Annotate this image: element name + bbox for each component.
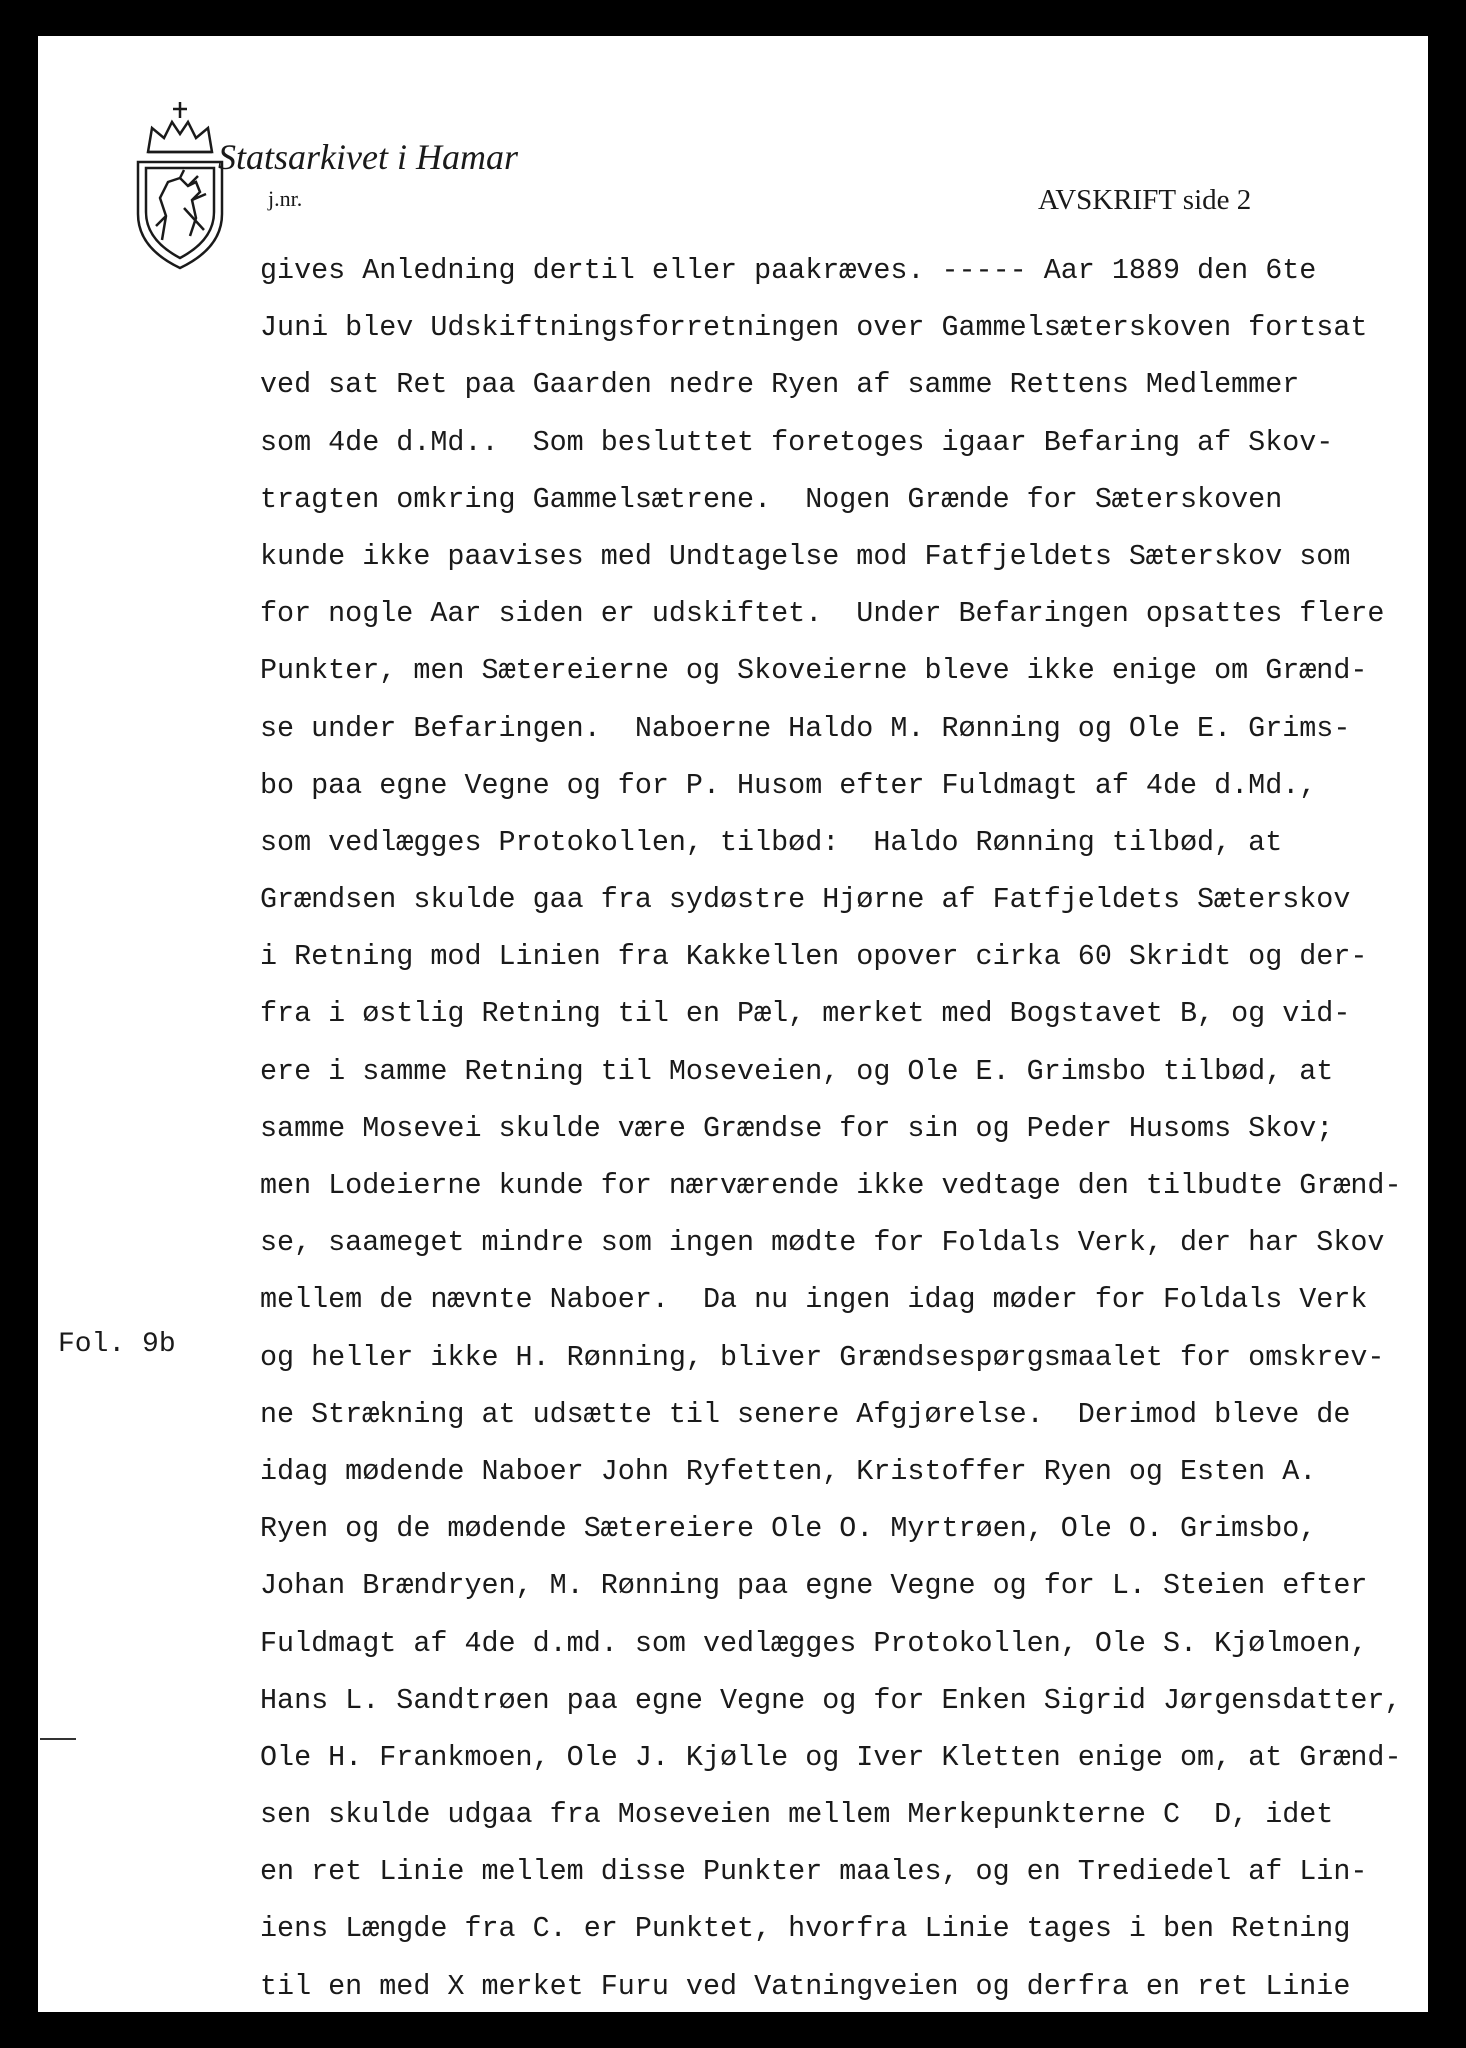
text-line: ere i samme Retning til Moseveien, og Ole E. Grimsbo tilbød, at [260, 1054, 1334, 1088]
text-line: Hans L. Sandtrøen paa egne Vegne og for Enken Sigrid Jørgensdatter, [260, 1683, 1402, 1717]
text-line: se, saameget mindre som ingen mødte for Foldals Verk, der har Skov [260, 1226, 1385, 1260]
text-line: sen skulde udgaa fra Moseveien mellem Merkepunkterne C D, idet [260, 1798, 1334, 1832]
text-line: bo paa egne Vegne og for P. Husom efter Fuldmagt af 4de d.Md., [260, 768, 1317, 802]
text-line: i Retning mod Linien fra Kakkellen opover cirka 60 Skridt og der- [260, 940, 1368, 974]
coat-of-arms-lion-icon [126, 98, 234, 270]
text-line: og heller ikke H. Rønning, bliver Grændsespørgsmaalet for omskrev- [260, 1340, 1385, 1374]
margin-dash [40, 1738, 76, 1740]
text-line: tragten omkring Gammelsætrene. Nogen Grænde for Sæterskoven [260, 482, 1283, 516]
text-line: Ole H. Frankmoen, Ole J. Kjølle og Iver Kletten enige om, at Grænd- [260, 1740, 1402, 1774]
text-line: ved sat Ret paa Gaarden nedre Ryen af samme Rettens Medlemmer [260, 368, 1300, 402]
text-line: idag mødende Naboer John Ryfetten, Kristoffer Ryen og Esten A. [260, 1454, 1317, 1488]
journal-number-label: j.nr. [268, 186, 303, 211]
text-line: Ryen og de mødende Sætereiere Ole O. Myrtrøen, Ole O. Grimsbo, [260, 1512, 1317, 1546]
document-page [38, 36, 1428, 2012]
text-line: som vedlægges Protokollen, tilbød: Haldo Rønning tilbød, at [260, 825, 1283, 859]
text-line: en ret Linie mellem disse Punkter maales, og en Trediedel af Lin- [260, 1855, 1368, 1889]
text-line: Grændsen skulde gaa fra sydøstre Hjørne af Fatfjeldets Sæterskov [260, 883, 1351, 917]
text-line: for nogle Aar siden er udskiftet. Under Befaringen opsattes flere [260, 597, 1385, 631]
text-line: Punkter, men Sætereierne og Skoveierne bleve ikke enige om Grænd- [260, 654, 1368, 688]
text-line: Johan Brændryen, M. Rønning paa egne Vegne og for L. Steien efter [260, 1569, 1368, 1603]
archive-title: Statsarkivet i Hamar [218, 137, 518, 177]
text-line: iens Længde fra C. er Punktet, hvorfra Linie tages i ben Retning [260, 1912, 1351, 1946]
text-line: fra i østlig Retning til en Pæl, merket med Bogstavet B, og vid- [260, 997, 1351, 1031]
text-line: gives Anledning dertil eller paakræves. ----- Aar 1889 den 6te [260, 254, 1317, 287]
text-line: samme Mosevei skulde være Grændse for sin og Peder Husoms Skov; [260, 1111, 1334, 1145]
text-line: Juni blev Udskiftningsforretningen over Gammelsæterskoven fortsat [260, 311, 1368, 345]
text-line: men Lodeierne kunde for nærværende ikke vedtage den tilbudte Grænd- [260, 1169, 1402, 1202]
text-line: se under Befaringen. Naboerne Haldo M. Rønning og Ole E. Grims- [260, 711, 1351, 745]
text-line: til en med X merket Furu ved Vatningveien og derfra en ret Linie [260, 1969, 1351, 2003]
text-line: mellem de nævnte Naboer. Da nu ingen idag møder for Foldals Verk [260, 1283, 1368, 1317]
transcript-body [260, 242, 1428, 2012]
text-line: kunde ikke paavises med Undtagelse mod Fatfjeldets Sæterskov som [260, 539, 1351, 573]
text-line: Fuldmagt af 4de d.md. som vedlægges Protokollen, Ole S. Kjølmoen, [260, 1626, 1368, 1660]
text-line: ne Strækning at udsætte til senere Afgjørelse. Derimod bleve de [260, 1397, 1351, 1431]
folio-margin-note: Fol. 9b [58, 1329, 176, 1360]
transcript-page-label: AVSKRIFT side 2 [1038, 184, 1252, 216]
text-line: som 4de d.Md.. Som besluttet foretoges igaar Befaring af Skov- [260, 425, 1334, 459]
